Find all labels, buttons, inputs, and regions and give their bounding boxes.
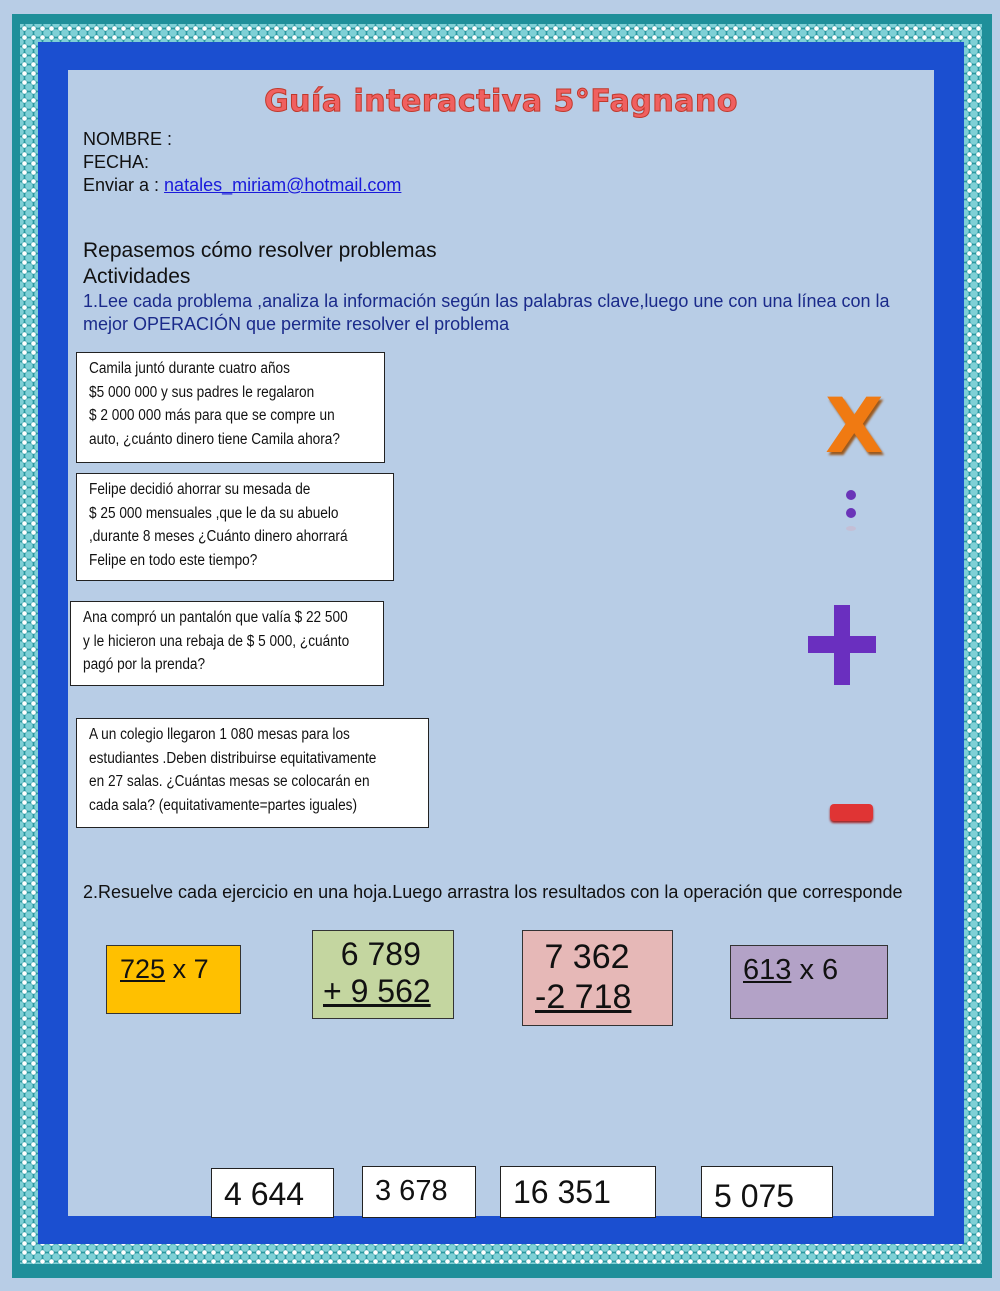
divide-dot-reflection bbox=[846, 526, 856, 531]
worksheet-page bbox=[68, 70, 934, 1216]
problem-text: Ana compró un pantalón que valía $ 22 500 y le hicieron una rebaja de $ 5 000, ¿cuánto pagó por la prenda? bbox=[83, 609, 350, 673]
exercise-725x7 bbox=[106, 945, 241, 1014]
multiply-icon[interactable]: X bbox=[825, 381, 884, 470]
addend-1: 6 789 bbox=[323, 936, 421, 972]
email-link[interactable]: natales_miriam@hotmail.com bbox=[164, 175, 402, 195]
divide-dot bbox=[846, 508, 856, 518]
plus-icon[interactable] bbox=[808, 605, 876, 685]
problem-text: Camila juntó durante cuatro años $5 000 000 y sus padres le regalaron $ 2 000 000 más para que se compre un auto, ¿cuánto dinero tiene Camila ahora? bbox=[89, 360, 340, 448]
problem-card-felipe[interactable] bbox=[76, 473, 394, 581]
plus-bar-horizontal bbox=[808, 636, 876, 653]
send-to-line bbox=[83, 175, 401, 196]
answer-tile[interactable]: 5 075 bbox=[701, 1166, 833, 1218]
section-heading: Repasemos cómo resolver problemas bbox=[83, 239, 437, 262]
exercise-operation: x 7 bbox=[165, 954, 209, 984]
exercise-number: 725 bbox=[120, 954, 166, 984]
activities-heading: Actividades bbox=[83, 265, 191, 288]
answer-tile[interactable]: 4 644 bbox=[211, 1168, 334, 1218]
problem-text: A un colegio llegaron 1 080 mesas para los estudiantes .Deben distribuirse equitativamente en 27 salas. ¿Cuántas mesas se colocarán en cada sala? (equitativamente=partes iguales) bbox=[89, 726, 377, 814]
subtrahend: -2 718 bbox=[535, 978, 632, 1016]
problem-text: Felipe decidió ahorrar su mesada de $ 25 000 mensuales ,que le da su abuelo ,durante 8 meses ¿Cuánto dinero ahorrará Felipe en todo este tiempo? bbox=[89, 481, 348, 569]
exercise-addition bbox=[312, 930, 454, 1019]
divide-dot bbox=[846, 490, 856, 500]
answer-tile[interactable]: 16 351 bbox=[500, 1166, 656, 1218]
name-label: NOMBRE : bbox=[83, 129, 173, 149]
date-label: FECHA: bbox=[83, 152, 150, 172]
page-title: Guía interactiva 5°Fagnano bbox=[264, 84, 738, 119]
minus-icon[interactable] bbox=[830, 804, 873, 821]
instruction-2: 2.Resuelve cada ejercicio en una hoja.Luego arrastra los resultados con la operación que corresponde bbox=[83, 882, 903, 902]
addend-2: + 9 562 bbox=[323, 973, 431, 1009]
exercise-613x6 bbox=[730, 945, 888, 1019]
send-to-label: Enviar a : bbox=[83, 175, 165, 195]
answer-tile[interactable]: 3 678 bbox=[362, 1166, 476, 1218]
exercise-subtraction bbox=[522, 930, 673, 1026]
minuend: 7 362 bbox=[535, 938, 630, 976]
problem-card-colegio[interactable] bbox=[76, 718, 429, 828]
divide-icon[interactable] bbox=[846, 490, 856, 539]
problem-card-ana[interactable] bbox=[70, 601, 384, 686]
problem-card-camila[interactable] bbox=[76, 352, 385, 463]
exercise-number: 613 bbox=[743, 954, 792, 986]
instruction-1: 1.Lee cada problema ,analiza la información según las palabras clave,luego une con una línea con la mejor OPERACIÓN que permite resolver el problema bbox=[83, 291, 890, 334]
exercise-operation: x 6 bbox=[791, 954, 839, 986]
